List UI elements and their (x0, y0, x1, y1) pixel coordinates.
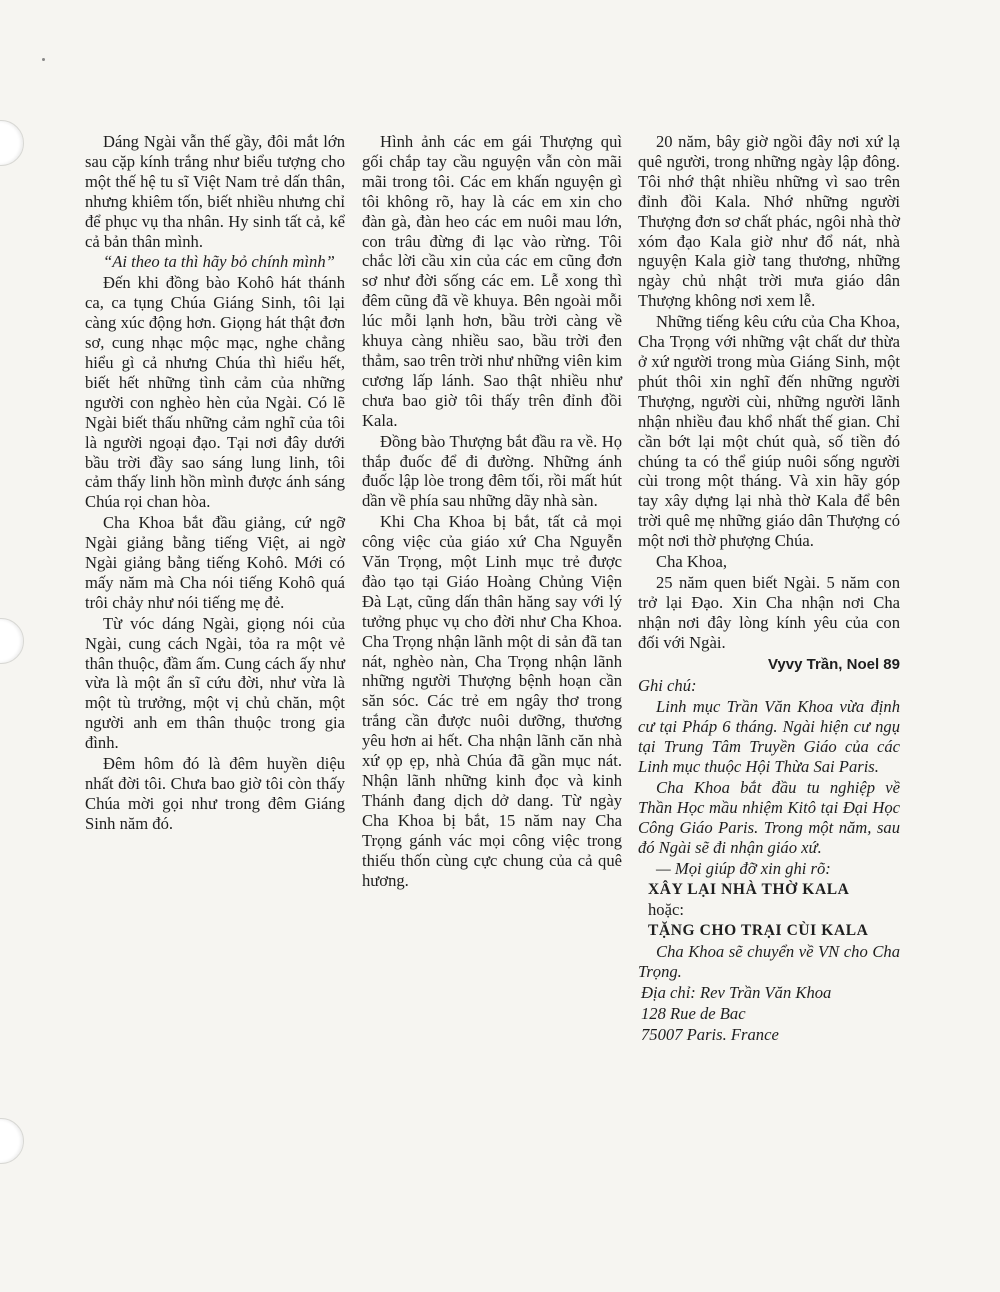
donation-option-church: XÂY LẠI NHÀ THỜ KALA (648, 880, 850, 898)
note-paragraph: Linh mục Trần Văn Khoa vừa định cư tại Pháp 6 tháng. Ngài hiện cư ngụ tại Trung Tâm Truyền Giáo của các Linh mục thuộc Hội Thừa Sai Paris. (638, 697, 900, 777)
article-column-2 (362, 132, 622, 891)
bible-quote: “Ai theo ta thì hãy bỏ chính mình” (103, 252, 335, 272)
notes-label: Ghi chú: (638, 676, 697, 696)
paragraph: Đồng bào Thượng bắt đầu ra về. Họ thắp đuốc để đi đường. Những ánh đuốc lập lòe trong đêm tối, rồi mất hút dần về phía sau những dãy nhà sàn. (362, 431, 622, 511)
paragraph: 25 năm quen biết Ngài. 5 năm con trở lại Đạo. Xin Cha nhận nơi Cha nhận nơi đây lòng kính yêu của con đối với Ngài. (638, 572, 900, 652)
address-line: 128 Rue de Bac (641, 1003, 746, 1023)
address-line: Địa chỉ: Rev Trần Văn Khoa (641, 983, 832, 1003)
author-signature: Vyvy Trần, Noel 89 (767, 655, 900, 673)
paragraph: Từ vóc dáng Ngài, giọng nói của Ngài, cung cách Ngài, tỏa ra một vẻ thân thuộc, đầm ấm. Cung cách ấy như vừa là một ẩn sĩ cứu đời, như vừa là một tù trưởng, một vị chủ chăn, một người anh em thân thuộc trong gia đình. (85, 613, 345, 753)
donation-option-leper-camp: TẶNG CHO TRẠI CÙI KALA (648, 922, 869, 940)
binder-hole-top (0, 120, 24, 166)
paragraph: 20 năm, bây giờ ngồi đây nơi xứ lạ quê người, trong những ngày lập đông. Tôi nhớ thật nhiều những vì sao trên đỉnh đồi Kala. Nhớ những người Thượng đơn sơ chất phác, ngôi nhà thờ xóm đạo Kala giờ như đổ nát, nhà nguyện Kala giờ tang thương, những ngày chủ nhật trời mưa giáo dân Thượng không nơi xem lễ. (638, 132, 900, 311)
paragraph: Đến khi đồng bào Kohô hát thánh ca, ca tụng Chúa Giáng Sinh, tôi lại càng xúc động hơn. Giọng hát thật đơn sơ, cung nhạc mộc mạc, nghe chẳng hiểu gì cả nhưng Chúa thì hiểu hết, biết hết những tình cảm của những người con nghèo hèn của Ngài. Có lẽ Ngài biết thấu những cảm nghĩ của tôi là người ngoại đạo. Tại nơi đây dưới bầu trời đầy sao sáng lung linh, tôi cảm thấy linh hồn mình được ánh sáng Chúa rọi chan hòa. (85, 273, 345, 512)
paper-speck (42, 58, 45, 61)
paragraph: Hình ảnh các em gái Thượng quì gối chắp tay cầu nguyện vẫn còn mãi mãi trong tôi. Các em khấn nguyện gì tôi không rõ, hay là các em xin cho đàn gà, đàn heo các em nuôi mau lớn, con trâu đừng đi lạc vào rừng. Tôi chắc lời cầu xin của các em cũng đơn sơ như đời sống các em. Lễ xong thì đêm cũng đã về khuya. Bên ngoài mỗi lúc mỗi lạnh hơn, bầu trời càng về khuya càng nhiều sao, bầu trời đen thẳm, sao trên trời như những viên kim cương lấp lánh. Sao thật nhiều như chưa bao giờ tôi thấy trên đỉnh đồi Kala. (362, 132, 622, 430)
donation-or-label: hoặc: (648, 900, 684, 920)
donation-intro: — Mọi giúp đỡ xin ghi rõ: (656, 858, 831, 878)
paragraph: Những tiếng kêu cứu của Cha Khoa, Cha Trọng với những vật chất dư thừa ở xứ người trong mùa Giáng Sinh, một phút thôi xin nghĩ đến những người Thượng, người cùi, những người lãnh nhận nhiều đau khổ nhất thế gian. Chỉ cần bớt lại một chút quà, số tiền đó chúng ta có thể giúp nuôi sống người cùi trong một tháng. Và xin hãy góp tay xây dựng lại nhà thờ Kala để bên trời quê mẹ những giáo dân Thượng có một nơi thờ phượng Chúa. (638, 312, 900, 551)
binder-hole-middle (0, 618, 24, 664)
paragraph: Cha Khoa bắt đầu giảng, cứ ngỡ Ngài giảng bằng tiếng Việt, ai ngờ Ngài giảng bằng tiếng Kohô. Mới có mấy năm mà Cha nói tiếng Kohô quá trôi chảy như nói tiếng mẹ đẻ. (85, 513, 345, 612)
paragraph: Khi Cha Khoa bị bắt, tất cả mọi công việc của giáo xứ Cha Nguyễn Văn Trọng, một Linh mục trẻ được đào tạo tại Giáo Hoàng Chủng Viện Đà Lạt, cũng dấn thân hăng say với lý tưởng phục vụ cho đời như Cha Khoa. Cha Trọng nhận lãnh một di sản đã tan nát, nghèo nàn, Cha Trọng nhận lãnh những người Thượng bệnh hoạn cần săn sóc. Các trẻ em ngây thơ trong trắng cần được nuôi dưỡng, thương yêu hơn ai hết. Cha nhận lãnh căn nhà xứ ọp ẹp, nhà Chúa đã gần mục nát. Nhận lãnh những kinh đọc và kinh Thánh đang dịch dở dang. Từ ngày Cha Khoa bị bắt, 15 năm nay Cha Trọng gánh vác mọi công việc trong thiếu thốn cùng cực chung của cả quê hương. (362, 512, 622, 890)
paragraph: Đêm hôm đó là đêm huyền diệu nhất đời tôi. Chưa bao giờ tôi còn thấy Chúa mời gọi như trong đêm Giáng Sinh năm đó. (85, 754, 345, 833)
article-column-3 (638, 132, 900, 1046)
transfer-note: Cha Khoa sẽ chuyển về VN cho Cha Trọng. (638, 942, 900, 982)
salutation: Cha Khoa, (656, 552, 727, 572)
paragraph: Dáng Ngài vẫn thế gầy, đôi mắt lớn sau cặp kính trắng như biểu tượng cho một thế hệ tu sĩ Việt Nam trẻ dấn thân, nhưng khiêm tốn, biết nhiều nhưng chỉ để phục vụ tha nhân. Hy sinh tất cả, kể cả bản thân mình. (85, 132, 345, 251)
article-column-1 (85, 132, 345, 835)
binder-hole-bottom (0, 1118, 24, 1164)
address-line: 75007 Paris. France (641, 1024, 779, 1044)
note-paragraph: Cha Khoa bắt đầu tu nghiệp về Thần Học mầu nhiệm Kitô tại Đại Học Công Giáo Paris. Trong một năm, sau đó Ngài sẽ đi nhận giáo xứ. (638, 778, 900, 857)
